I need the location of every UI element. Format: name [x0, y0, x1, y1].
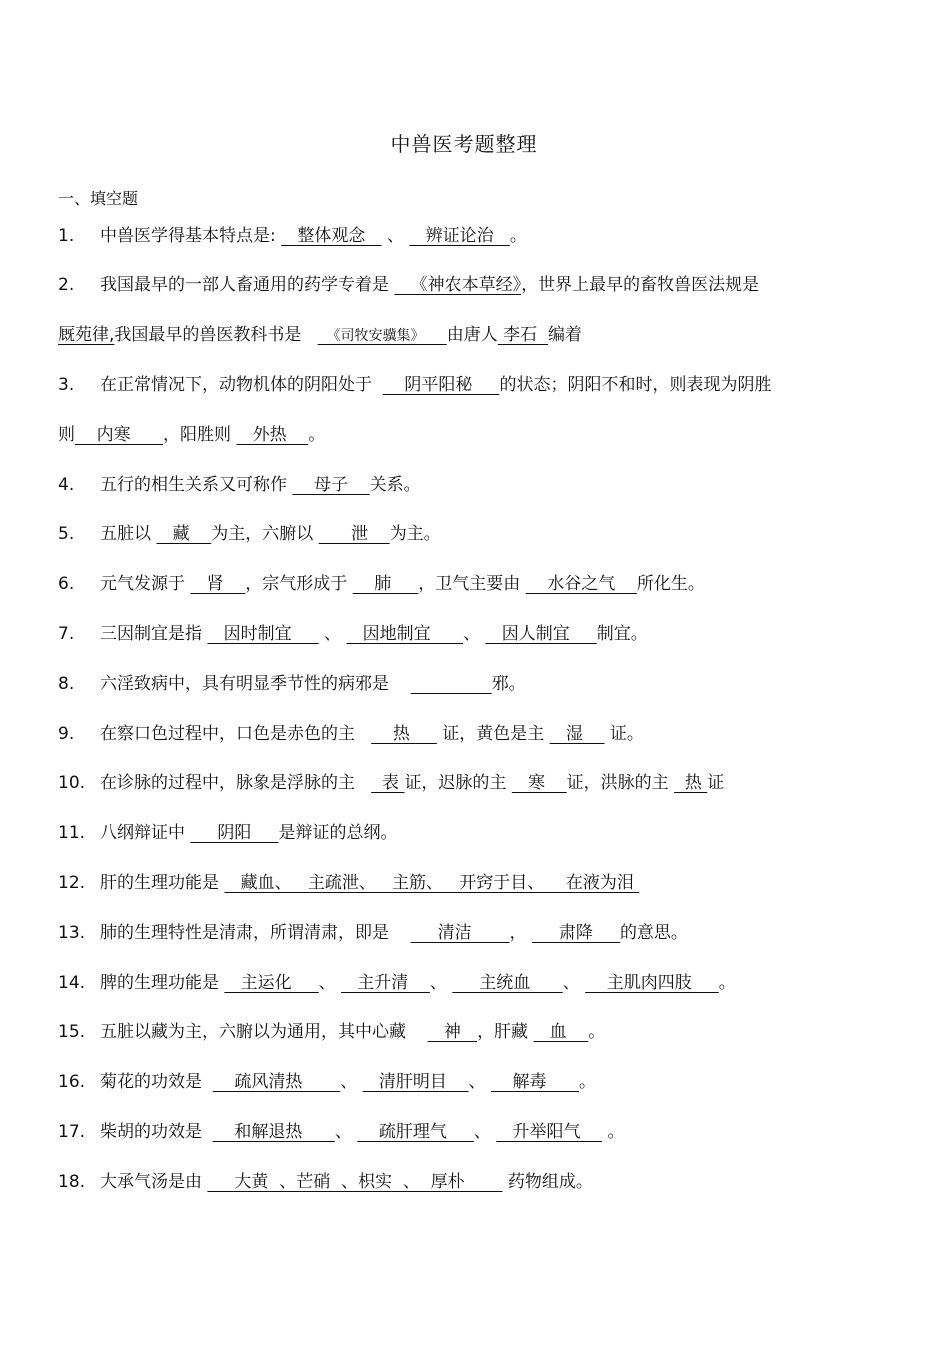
- question-16: 16. 菊花的功效是 疏风清热 、 清肝明目 、 解毒 。: [58, 1072, 596, 1092]
- answer-blank: 主升清: [341, 973, 430, 993]
- answer-blank: 解毒: [490, 1072, 579, 1092]
- question-14: 14. 脾的生理功能是 主运化 、 主升清 、 主统血 、 主肌肉四肢 。: [58, 973, 736, 993]
- answer-blank: 水谷之气: [525, 574, 637, 594]
- question-4: 4. 五行的相生关系又可称作 母子 关系。: [58, 475, 421, 495]
- answer-blank: 清洁: [410, 923, 510, 943]
- question-5: 5. 五脏以 藏 为主，六腑以 泄 为主。: [58, 524, 441, 544]
- answer-blank: 肾: [190, 574, 246, 594]
- question-8: 8. 六淫致病中，具有明显季节性的病邪是 邪。: [58, 674, 526, 694]
- answer-blank: 和解退热: [212, 1122, 335, 1142]
- question-12: 12. 肝的生理功能是 藏血、 主疏泄、 主筋、 开窍于目、 在液为泪: [58, 873, 640, 893]
- answer-blank: 泄: [318, 524, 390, 544]
- answer-blank: 寒: [511, 773, 567, 793]
- answer-blank: 清肝明目: [362, 1072, 469, 1092]
- answer-blank: 主肌肉四肢: [585, 973, 719, 993]
- answer-blank: 神: [427, 1022, 478, 1042]
- answer-blank: 主运化: [224, 973, 319, 993]
- question-7: 7. 三因制宜是指 因时制宜 、 因地制宜 、 因人制宜 制宜。: [58, 624, 648, 644]
- question-13: 13. 肺的生理特性是清肃，所谓清肃，即是 清洁 ， 肃降 的意思。: [58, 923, 688, 943]
- answer-blank: 大黄 、芒硝 、枳实 、 厚朴: [207, 1172, 503, 1192]
- answer-blank: 厩苑律,: [58, 325, 115, 345]
- answer-blank: 藏: [156, 524, 212, 544]
- question-2-cont: 厩苑律,我国最早的兽医教科书是 《司牧安骥集》 由唐人 李石 编着: [58, 325, 582, 345]
- answer-blank: 因地制宜: [346, 624, 464, 644]
- answer-blank: 肃降: [531, 923, 620, 943]
- question-17: 17. 柴胡的功效是 和解退热 、 疏肝理气 、 升举阳气 。: [58, 1122, 625, 1142]
- answer-blank: 外热: [236, 425, 309, 445]
- answer-blank: 热: [371, 724, 437, 744]
- answer-blank: 辨证论治: [409, 226, 510, 246]
- answer-blank: 《神农本草经》: [394, 275, 522, 295]
- answer-blank: 《司牧安骥集》: [317, 328, 447, 344]
- answer-blank: 湿: [549, 724, 605, 744]
- answer-blank: 阴平阳秘: [382, 375, 500, 395]
- question-18: 18. 大承气汤是由 大黄 、芒硝 、枳实 、 厚朴 药物组成。: [58, 1172, 593, 1192]
- answer-blank: 因人制宜: [485, 624, 597, 644]
- answer-blank: 内寒: [75, 425, 164, 445]
- question-2: 2. 我国最早的一部人畜通用的药学专着是 《神农本草经》，世界上最早的畜牧兽医法规是: [58, 275, 760, 295]
- answer-blank: 热: [674, 773, 708, 793]
- answer-blank: 升举阳气: [496, 1122, 603, 1142]
- answer-blank: 母子: [292, 475, 370, 495]
- question-3: 3. 在正常情况下，动物机体的阴阳处于 阴平阳秘 的状态；阴阳不和时，则表现为阴胜: [58, 375, 772, 395]
- answer-blank: 血: [533, 1022, 589, 1042]
- answer-blank: 肺: [352, 574, 419, 594]
- section-heading: 一、填空题: [58, 189, 139, 208]
- answer-blank: 表: [371, 773, 405, 793]
- question-9: 9. 在察口色过程中，口色是赤色的主 热 证，黄色是主 湿 证。: [58, 724, 644, 744]
- question-3-cont: 则 内寒 ，阳胜则 外热 。: [58, 425, 326, 445]
- answer-blank: 主统血: [452, 973, 563, 993]
- question-15: 15. 五脏以藏为主，六腑以为通用，其中心藏 神 ，肝藏 血 。: [58, 1022, 606, 1042]
- answer-blank: 整体观念: [281, 226, 382, 246]
- question-1: 1. 中兽医学得基本特点是: 整体观念 、 辨证论治 。: [58, 226, 527, 246]
- answer-blank: [411, 674, 492, 694]
- answer-blank: 李石: [497, 325, 548, 345]
- page-title: 中兽医考题整理: [390, 132, 538, 156]
- question-10: 10. 在诊脉的过程中，脉象是浮脉的主 表 证，迟脉的主 寒 证，洪脉的主 热 证: [58, 773, 725, 793]
- answer-blank: 阴阳: [190, 823, 279, 843]
- answer-blank: 疏肝理气: [357, 1122, 474, 1142]
- answer-blank: 藏血、 主疏泄、 主筋、 开窍于目、 在液为泪: [224, 873, 640, 893]
- answer-blank: 因时制宜: [207, 624, 319, 644]
- answer-blank: 疏风清热: [212, 1072, 341, 1092]
- question-6: 6. 元气发源于 肾 ，宗气形成于 肺 ，卫气主要由 水谷之气 所化生。: [58, 574, 705, 594]
- question-11: 11. 八纲辩证中 阴阳 是辩证的总纲。: [58, 823, 398, 843]
